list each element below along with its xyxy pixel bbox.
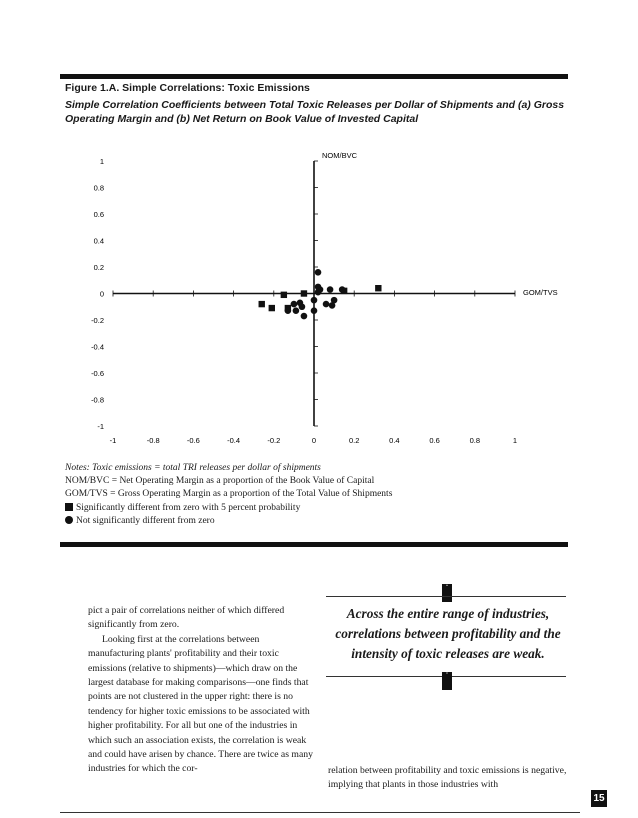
- legend-square: [65, 502, 392, 515]
- note-line-2: NOM/BVC = Net Operating Margin as a proportion of the Book Value of Capital: [65, 476, 375, 487]
- non-significant-point: [301, 313, 308, 320]
- x-tick-label: 1: [512, 436, 518, 445]
- non-significant-point: [293, 307, 300, 314]
- x-tick-label: -0.6: [186, 436, 200, 445]
- non-significant-point: [315, 289, 322, 296]
- body-column-left: [88, 604, 316, 777]
- non-significant-point: [311, 307, 318, 314]
- x-tick-label: -0.2: [267, 436, 281, 445]
- x-tick-label: 0.6: [429, 436, 440, 445]
- y-tick-label: -1: [97, 422, 104, 431]
- figure-notes: [65, 462, 392, 528]
- chart-tick-labels: [91, 157, 517, 445]
- significant-point: [375, 285, 381, 291]
- non-significant-point: [285, 307, 292, 314]
- pull-quote-open-mark: “: [442, 584, 452, 602]
- square-marker-icon: [65, 503, 73, 511]
- x-tick-label: 0.8: [469, 436, 481, 445]
- y-tick-label: -0.6: [91, 369, 104, 378]
- x-tick-label: 0: [311, 436, 317, 445]
- significant-point: [269, 305, 275, 311]
- non-significant-point: [311, 297, 318, 304]
- x-tick-label: 0.4: [389, 436, 400, 445]
- y-tick-label: -0.2: [91, 316, 104, 325]
- non-significant-point: [327, 286, 334, 293]
- non-significant-point: [329, 302, 336, 309]
- y-tick-label: 0.8: [93, 183, 104, 193]
- legend-circle: [65, 515, 392, 528]
- y-tick-label: -0.4: [91, 342, 104, 352]
- significant-point: [259, 301, 265, 307]
- significant-point: [281, 292, 287, 298]
- bottom-figure-rule: [60, 542, 568, 547]
- non-significant-point: [299, 303, 306, 310]
- y-tick-label: 0: [99, 289, 104, 299]
- y-tick-label: -0.8: [91, 395, 104, 405]
- paragraph-2: Looking first at the correlations between manufacturing plants' profitability and their toxic emissions (relative to shipments)—which draw on the largest database for making comparisons—one finds that points are not clustered in the upper right: there is no tendency for higher toxic emissions to be associated with higher profitability. For all but one of the industries in which such an association exists, the correlation is weak and could have arisen by chance. There are twice as many industries for which the cor-: [88, 633, 313, 775]
- legend-square-label: Significantly different from zero with 5 percent probability: [76, 502, 301, 513]
- x-tick-label: 0.2: [348, 436, 360, 445]
- paragraph-1: pict a pair of correlations neither of which differed significantly from zero.: [88, 605, 285, 631]
- page-number: 15: [591, 790, 607, 807]
- y-tick-label: 0.6: [93, 210, 104, 219]
- non-significant-point: [323, 301, 330, 308]
- legend-circle-label: Not significantly different from zero: [76, 515, 215, 526]
- body-column-right: [328, 764, 568, 793]
- note-line-1: Notes: Toxic emissions = total TRI releases per dollar of shipments: [65, 463, 321, 473]
- x-tick-label: -0.4: [227, 436, 241, 445]
- y-axis-label: NOM/BVC: [322, 151, 358, 160]
- figure-subtitle: Simple Correlation Coefficients between Total Toxic Releases per Dollar of Shipments and (a) Gross Operating Margin and (b) Net Return on Book Value of Invested Capital: [65, 99, 565, 125]
- x-axis-label: GOM/TVS: [523, 288, 558, 297]
- non-significant-point: [291, 301, 298, 308]
- non-significant-point: [339, 286, 346, 293]
- x-tick-label: -0.8: [146, 436, 160, 445]
- figure-title: Figure 1.A. Simple Correlations: Toxic Emissions: [65, 82, 310, 94]
- note-line-3: GOM/TVS = Gross Operating Margin as a proportion of the Total Value of Shipments: [65, 489, 393, 500]
- pull-quote: Across the entire range of industries, correlations between profitability and the intensity of toxic releases are weak.: [335, 606, 561, 661]
- chart-axes: [113, 161, 515, 426]
- y-tick-label: 0.2: [93, 263, 104, 272]
- y-tick-label: 0.4: [93, 236, 104, 246]
- non-significant-point: [315, 269, 322, 276]
- pull-quote-top-rule: [326, 596, 566, 597]
- significant-point: [301, 290, 307, 296]
- y-tick-label: 1: [99, 157, 104, 166]
- footer-rule: [60, 812, 580, 813]
- paragraph-3: relation between profitability and toxic emissions is negative, implying that plants in those industries with: [328, 765, 567, 791]
- pull-quote-close-mark: ”: [442, 672, 452, 690]
- x-tick-label: -1: [109, 436, 117, 445]
- circle-marker-icon: [65, 516, 73, 524]
